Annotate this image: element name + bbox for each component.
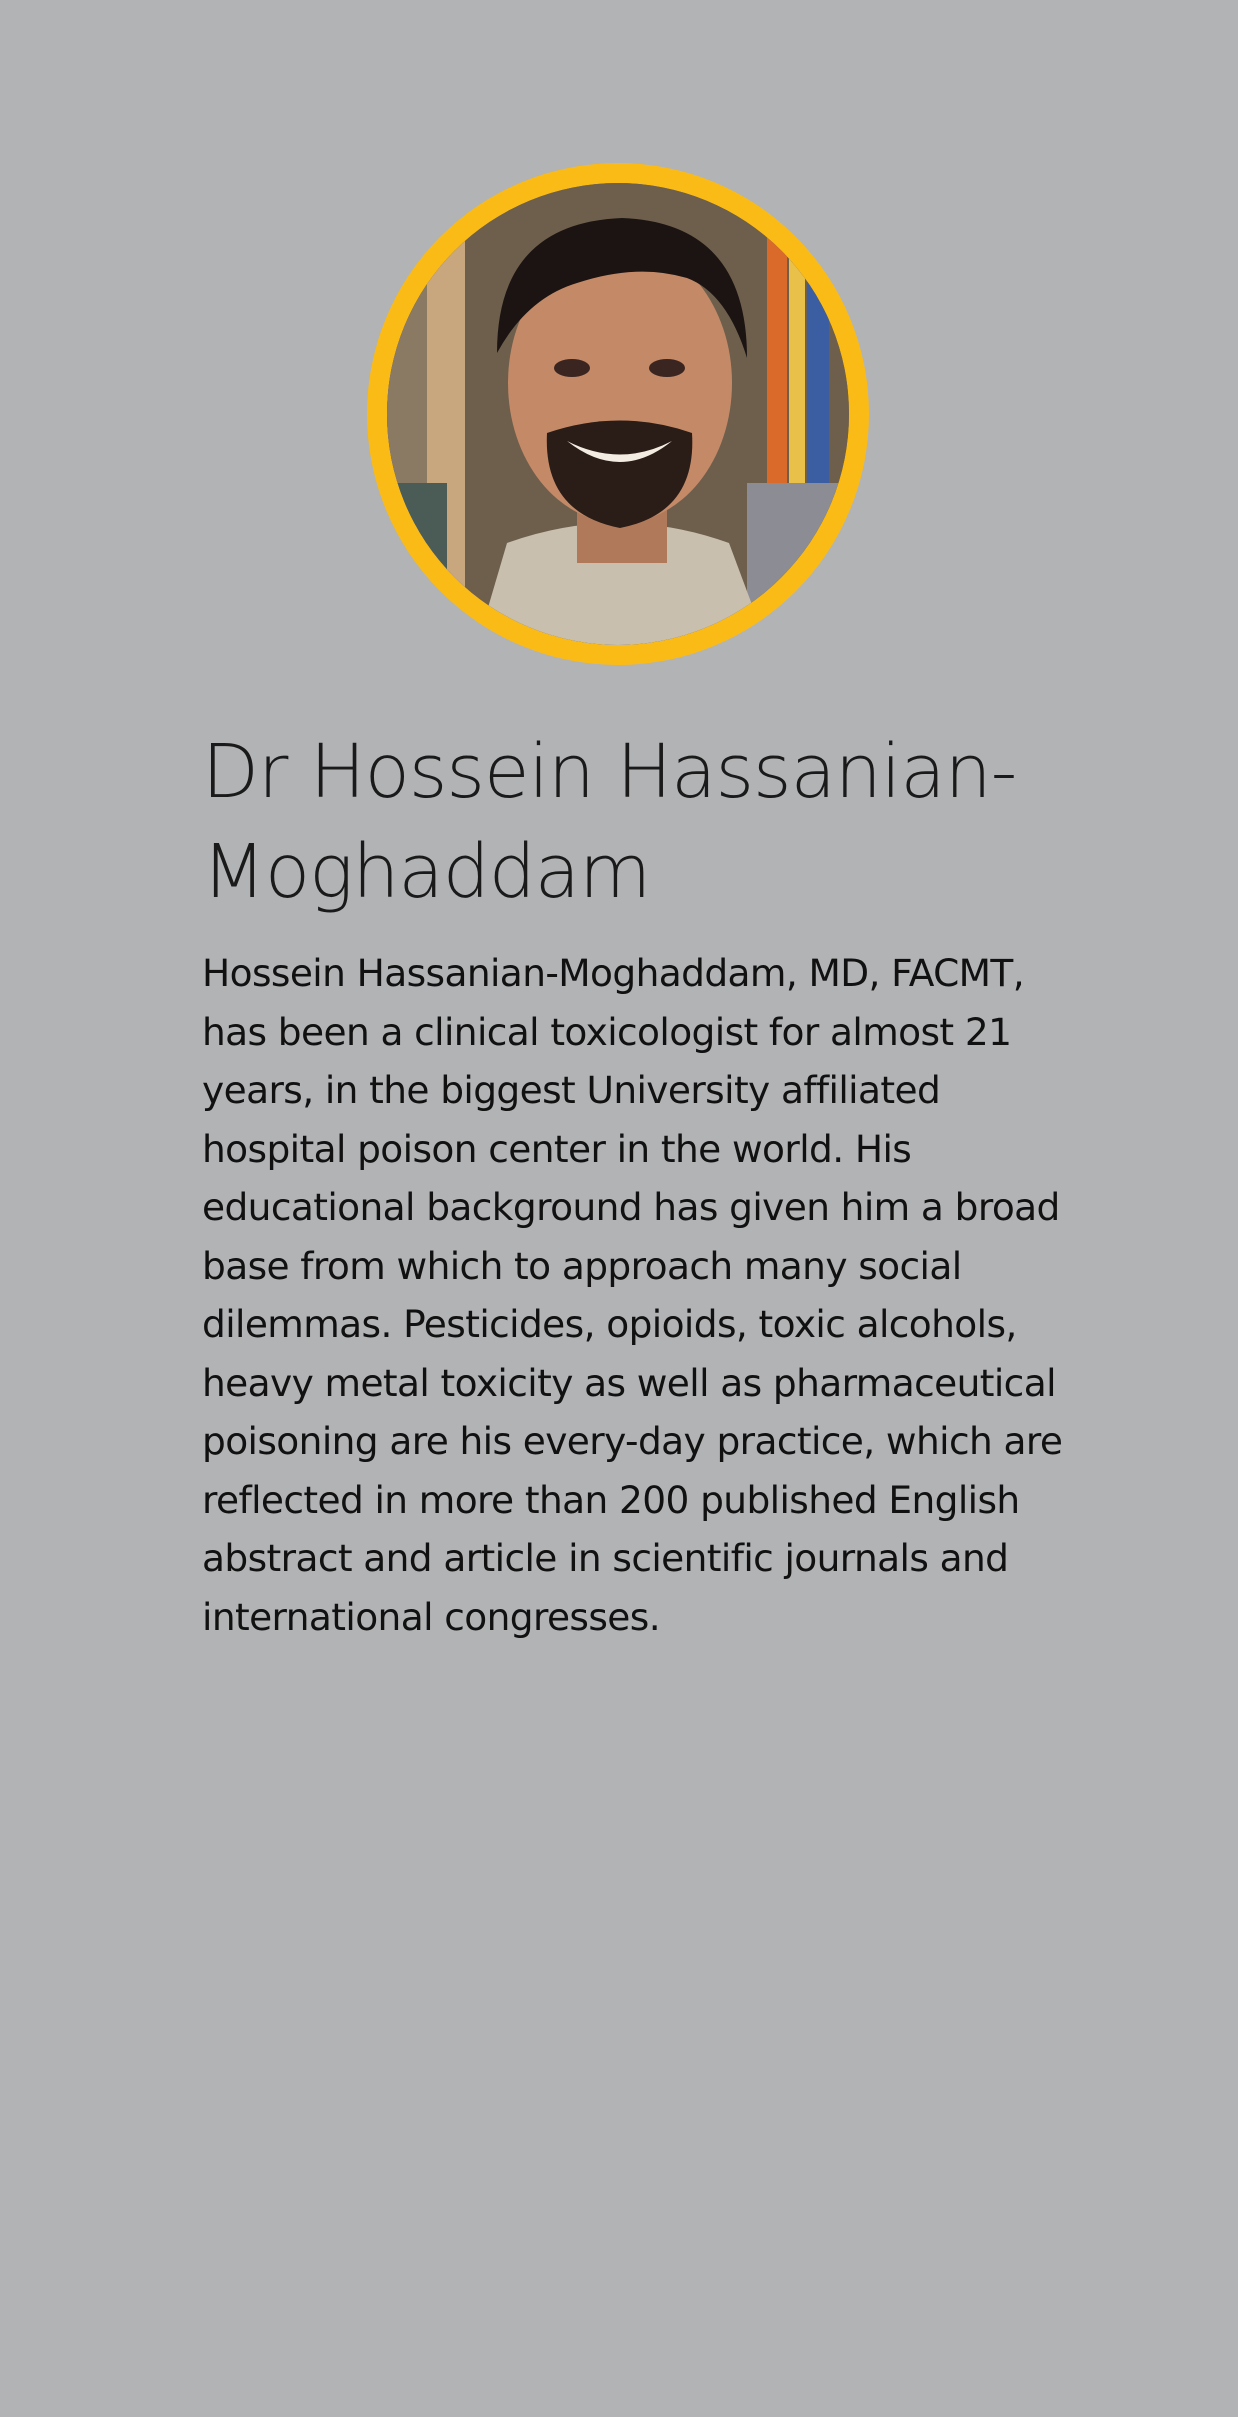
portrait-photo (387, 183, 849, 645)
person-bio: Hossein Hassanian-Moghaddam, MD, FACMT, has been a clinical toxicologist for almost 21 years, in the biggest University affiliated hospital poison center in the world. His educational background has given him a broad base from which to approach many social dilemmas. Pesticides, opioids, toxic alcohols, heavy metal toxicity as well as pharmaceutical poisoning are his every-day practice, which are reflected in more than 200 published English abstract and article in scientific journals and international congresses. (202, 951, 1063, 1639)
portrait-ring (367, 163, 869, 665)
portrait-illustration (387, 183, 849, 645)
person-name: Dr Hossein Hassanian-Moghaddam (202, 729, 1017, 915)
